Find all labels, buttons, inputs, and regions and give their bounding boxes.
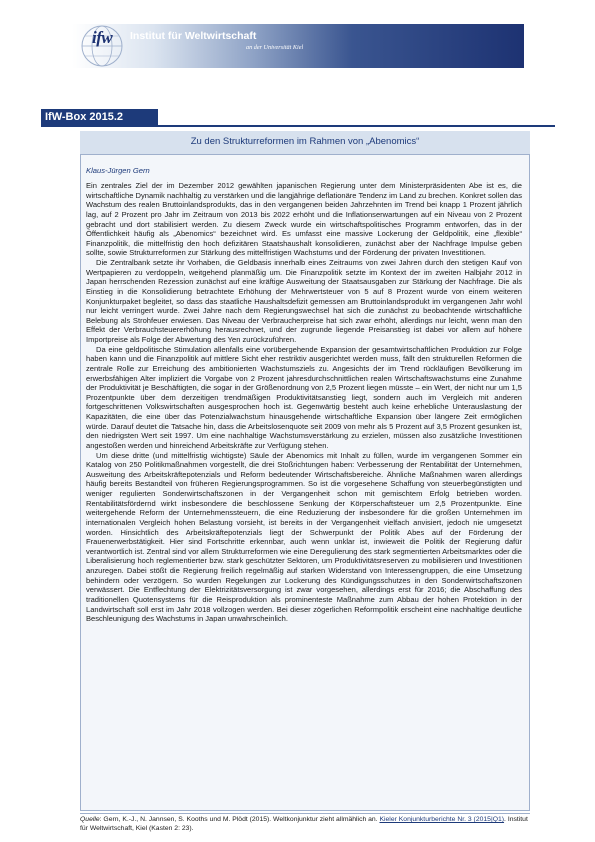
source-divider <box>80 813 530 814</box>
paragraph: Um diese dritte (und mittelfristig wichtigste) Säule der Abenomics mit Inhalt zu füllen, wurde im vergangenen Sommer ein Katalog von 250 Politikmaßnahmen vorgestellt, die drei Stoßrichtungen haben: Verbesserung der Rentabilität der Unternehmen, Ausweitung des Arbeitskräftepotenzials und Reform bedeutender Wirtschaftsbereiche. Ähnliche Maßnahmen waren allerdings häufig bereits Bestandteil von früheren Regierungsprogrammen. So ist die vorgesehene Schaffung von steuerbegünstigten und weniger regulierten Sonderwirtschaftszonen in der Vergangenheit schon mit gemischtem Erfolg betrieben worden. Rentabilitätsfördernd wirkt insbesondere die beschlossene Senkung der Körperschaftsteuer um 2,5 Prozentpunkte. Eine weitergehende Reform der Unternehmenssteuern, die eine Reduzierung der insbesondere für die großen Unternehmen im internationalen Vergleich hohen Belastung vorsieht, ist bereits in der Vergangenheit vielfach anvisiert, jedoch nie umgesetzt worden. Hinsichtlich des Arbeitskräftepotenzials liegt der Schwerpunkt der Politik Abes auf der Förderung der Frauenerwerbstätigkeit. Hier sind Fortschritte erkennbar, auch wenn unklar ist, inwieweit die Politik der Regierung dafür verantwortlich ist. Zentral sind vor allem Strukturreformen wie eine Deregulierung des stark segmentierten Arbeitsmarktes oder die Liberalisierung hoch reglementierter bzw. stark geschützter Sektoren, um Produktivitätsreserven zu mobilisieren und Investitionen anzuregen. Dabei stößt die Regierung freilich regelmäßig auf starken Widerstand von Interessengruppen, die eine Umsetzung behindern oder verzögern. So wurden Regelungen zur Lockerung des Kündigungsschutzes in den Sonderwirtschaftszonen verwässert. Die Entflechtung der Elektrizitätsversorgung ist zwar vorgesehen, allerdings erst für 2016; die Abschaffung des traditionellen Quotensystems für die Reisproduktion als prominenteste Maßnahme zum Abbau der hohen Protektion in der Landwirtschaft soll erst im Jahr 2018 vollzogen werden. Bei dieser zögerlichen Reformpolitik erscheint eine nachhaltige deutliche Beschleunigung des Wachstums in Japan unwahrscheinlich. <box>86 450 522 624</box>
ifw-logo-text: ifw <box>92 28 113 47</box>
paragraph: Die Zentralbank setzte ihr Vorhaben, die Geldbasis innerhalb eines Zeitraums von zwei Jahren durch den stetigen Kauf von Wertpapieren zu verdoppeln, weitgehend planmäßig um. Die Finanzpolitik setzte im Kontext der im zweiten Halbjahr 2012 in Japan herrschenden Rezession zunächst auf eine kräftige Ausweitung der Staatsausgaben zur Stärkung der Nachfrage. Die als Einstieg in die Konsolidierung betrachtete Erhöhung der Mehrwertsteuer von 5 auf 8 Prozent wurde von einem weiteren Konjunkturpaket begleitet, so dass das staatliche Haushaltsdefizit gemessen am Bruttoinlandsprodukt im vergangenen Jahr wohl nur leicht verringert wurde. Zwei Jahre nach dem Regierungswechsel hat sich die zunächst zu beobachtende wirtschaftliche Belebung als Strohfeuer erwiesen. Das Niveau der Verbraucherpreise hat sich zwar erhöht, allerdings nur leicht, wenn man den Effekt der Verbrauchsteuererhöhung herausrechnet, und der zugrunde liegende Preisanstieg ist dabei vor allem auf höhere Importpreise als Folge der Abwertung des Yen zurückzuführen. <box>86 258 522 344</box>
box-divider <box>41 125 555 127</box>
source-label: Quelle <box>80 816 100 823</box>
institute-subtitle: an der Universität Kiel <box>246 44 304 51</box>
institute-name: Institut für Weltwirtschaft <box>130 30 257 42</box>
body-text <box>86 181 522 624</box>
box-title: Zu den Strukturreformen im Rahmen von „Abenomics“ <box>190 136 420 147</box>
box-label: IfW-Box 2015.2 <box>41 109 158 125</box>
source-link[interactable]: Kieler Konjunkturberichte Nr. 3 (2015|Q1) <box>379 816 505 823</box>
source-text: : Gern, K.-J., N. Jannsen, S. Kooths und M. Plödt (2015). Weltkonjunktur zieht allmählich an. <box>99 816 380 823</box>
source-tail: . Institut für Weltwirtschaft, Kiel (Kasten 2: 23). <box>80 816 528 833</box>
source-note <box>80 815 530 833</box>
paragraph: Ein zentrales Ziel der im Dezember 2012 gewählten japanischen Regierung unter dem Ministerpräsidenten Abe ist es, die wirtschaftliche Dynamik nachhaltig zu verstärken und die langjährige deflationäre Tendenz im Land zu brechen. Konkret sollen das Wachstum des realen Bruttoinlandsprodukts, das in den vergangenen beiden Jahrzehnten im Trend bei knapp 1 Prozent jährlich lag, auf 2 Prozent pro Jahr im Zeitraum von 2013 bis 2022 erhöht und die Inflationserwartungen auf ein Niveau von 2 Prozent gebracht und dort stabilisiert werden. Zu diesem Zweck wurde ein wirtschaftspolitisches Programm entworfen, das in der Öffentlichkeit häufig als „Abenomics“ bezeichnet wird. Es umfasst eine massive Lockerung der Geldpolitik, eine „flexible“ Finanzpolitik, die mittelfristig den hoch defizitären Staatshaushalt konsolidieren, zunächst aber der Nachfrage Impulse geben sollte, sowie Strukturreformen zur Stärkung des mittelfristigen Wachstums und der Förderung der privaten Investitionen. <box>86 181 522 258</box>
paragraph: Da eine geldpolitische Stimulation allenfalls eine vorübergehende Expansion der gesamtwirtschaftlichen Produktion zur Folge haben kann und die Finanzpolitik auf mittlere Sicht eher restriktiv ausgerichtet werden muss, fällt den strukturellen Reformen die zentrale Rolle zur Erreichung des ambitionierten Wachstumsziels zu. Angesichts der im Trend rückläufigen Bevölkerung im erwerbsfähigen Alter impliziert die Vorgabe von 2 Prozent jahresdurchschnittlichen realen Wirtschaftswachstums eine Zunahme der Produktivität je Beschäftigten, die sogar in der Größenordnung von 2,5 Prozent liegen müsste – ein Wert, der nicht nur um 1,5 Prozentpunkte über dem derzeitigen trendmäßigen Produktivitätsanstieg liegt, sondern auch im Vergleich mit anderen fortgeschrittenen Volkswirtschaften ausgesprochen hoch ist. Gegenwärtig besteht auch keine erhebliche Unterauslastung der Kapazitäten, die eine über das Potenzialwachstum hinausgehende wirtschaftliche Expansion über längere Zeit ermöglichen würde. Darauf deutet die Tatsache hin, dass die Arbeitslosenquote seit 2009 von mehr als 5 Prozent auf 3,5 Prozent gesunken ist, den niedrigsten Wert seit 1997. Um eine nachhaltige Wachstumsverstärkung zu erzielen, müssen also zusätzliche Investitionen angestoßen werden und hinreichend Arbeitskräfte zur Verfügung stehen. <box>86 344 522 450</box>
author: Klaus-Jürgen Gern <box>86 166 150 175</box>
